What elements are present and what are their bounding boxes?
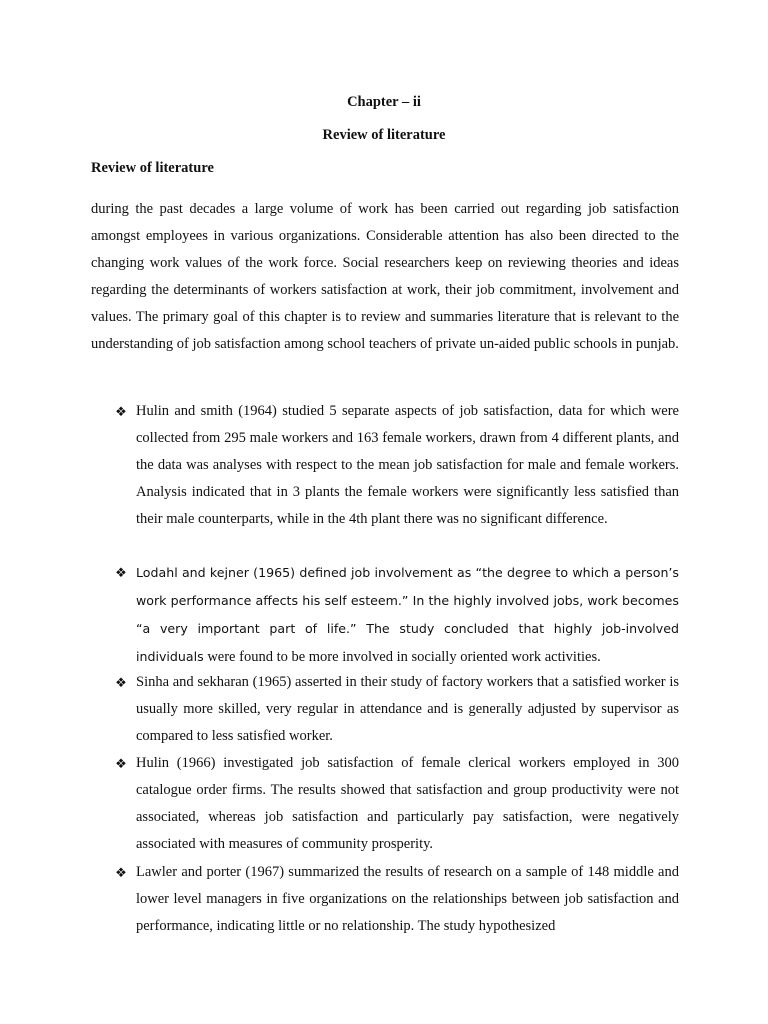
diamond-bullet-icon: ❖ xyxy=(115,675,127,690)
section-heading: Review of literature xyxy=(91,160,214,176)
diamond-bullet-icon: ❖ xyxy=(115,756,127,771)
list-item-text: Sinha and sekharan (1965) asserted in their study of factory workers that a satisfied worker is usually more skilled, very regular in attendance and is generally adjusted by supervisor as compared to less satisfied worker. xyxy=(136,674,679,744)
diamond-bullet-icon: ❖ xyxy=(115,565,127,580)
diamond-bullet-icon: ❖ xyxy=(115,404,127,419)
list-item xyxy=(113,559,679,669)
list-item xyxy=(113,669,679,750)
list-item xyxy=(113,750,679,859)
list-item-text: Hulin and smith (1964) studied 5 separate aspects of job satisfaction, data for which were collected from 295 male workers and 163 female workers, drawn from 4 different plants, and the data was analyses with respect to the mean job satisfaction for male and female workers. Analysis indicated that in 3 plants the female workers were significantly less satisfied than their male counterparts, while in the 4th plant there was no significant difference. xyxy=(136,403,679,527)
list-item xyxy=(113,859,679,940)
chapter-subtitle: Review of literature xyxy=(322,127,446,143)
diamond-bullet-icon: ❖ xyxy=(115,865,127,880)
list-item-text: Lawler and porter (1967) summarized the results of research on a sample of 148 middle and lower level managers in five organizations on the relationships between job satisfaction and performance, indicating little or no relationship. The study hypothesized xyxy=(136,864,679,934)
intro-paragraph: during the past decades a large volume of work has been carried out regarding job satisfaction amongst employees in various organizations. Considerable attention has also been directed to the changing work values of the work force. Social researchers keep on reviewing theories and ideas regarding the determinants of workers satisfaction at work, their job commitment, involvement and values. The primary goal of this chapter is to review and summaries literature that is relevant to the understanding of job satisfaction among school teachers of private un-aided public schools in punjab. xyxy=(91,201,679,352)
list-item xyxy=(113,398,679,559)
chapter-title: Chapter – ii xyxy=(347,94,421,110)
bullet-list xyxy=(113,398,679,940)
list-item-text: Hulin (1966) investigated job satisfaction of female clerical workers employed in 300 catalogue order firms. The results showed that satisfaction and group productivity were not associated, whereas job satisfaction and particularly pay satisfaction, were negatively associated with measures of community prosperity. xyxy=(136,755,679,852)
list-item-text: were found to be more involved in socially oriented work activities. xyxy=(203,649,601,665)
list-item-text-alt-font: Lodahl and kejner (1965) defined job involvement as “the degree to which a person’s work performance affects his self esteem.” In the highly involved jobs, work becomes “a very important part of life.” The study concluded that highly job-involved individuals xyxy=(136,565,679,664)
